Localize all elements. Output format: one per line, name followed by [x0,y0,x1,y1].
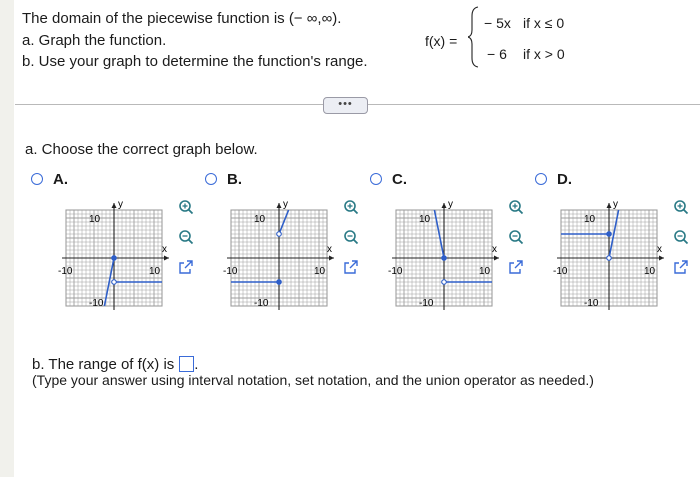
graph-tools-b [343,199,363,291]
x-axis-label: x [327,244,332,255]
zoom-out-icon[interactable] [508,229,524,245]
x-axis-label: x [162,244,167,255]
option-c-label: C. [392,171,407,188]
y-axis-label: y [448,199,453,210]
closed-endpoint [277,280,282,285]
zoom-out-icon[interactable] [673,229,689,245]
external-link-icon[interactable] [178,259,194,275]
option-d-radio[interactable] [535,173,547,185]
piece-1-expression: − 5x [484,15,511,31]
piece-1-condition: if x ≤ 0 [523,15,565,31]
y-min-tick-label: -10 [89,298,104,309]
option-d-label: D. [557,171,572,188]
y-axis-arrow [277,203,282,208]
open-endpoint [442,280,447,285]
more-button[interactable]: ••• [323,97,368,114]
part-b-prompt: b. The range of f(x) is [32,356,175,373]
open-endpoint [607,256,612,261]
x-axis-arrow [164,256,169,261]
y-axis-label: y [283,199,288,210]
closed-endpoint [112,256,117,261]
option-a-label: A. [53,171,68,188]
x-min-tick-label: -10 [223,266,238,277]
part-b-hint: (Type your answer using interval notation, set notation, and the union operator as needed.) [32,372,594,388]
y-min-tick-label: -10 [419,298,434,309]
x-min-tick-label: -10 [388,266,403,277]
zoom-in-icon[interactable] [508,199,524,215]
brace-icon [468,6,480,68]
y-axis-arrow [442,203,447,208]
graph-option-d [551,200,667,316]
x-min-tick-label: -10 [553,266,568,277]
question-part-a-text: a. Graph the function. [22,32,167,49]
x-axis-arrow [329,256,334,261]
y-max-tick-label: 10 [254,214,266,225]
closed-endpoint [607,232,612,237]
x-max-tick-label: 10 [149,266,161,277]
question-domain-text: The domain of the piecewise function is (− ∞,∞). [22,10,342,27]
x-max-tick-label: 10 [644,266,656,277]
x-axis-label: x [657,244,662,255]
option-c-radio[interactable] [370,173,382,185]
graph-option-a [56,200,172,316]
y-axis-arrow [112,203,117,208]
y-min-tick-label: -10 [584,298,599,309]
option-b-label: B. [227,171,242,188]
zoom-out-icon[interactable] [343,229,359,245]
graph-option-b [221,200,337,316]
y-max-tick-label: 10 [89,214,101,225]
part-b-suffix: . [194,356,199,373]
x-axis-label: x [492,244,497,255]
external-link-icon[interactable] [673,259,689,275]
x-min-tick-label: -10 [58,266,73,277]
x-axis-arrow [494,256,499,261]
y-axis-label: y [118,199,123,210]
graph-tools-d [673,199,693,291]
y-axis-label: y [613,199,618,210]
x-max-tick-label: 10 [479,266,491,277]
function-name: f(x) = [425,33,458,49]
y-min-tick-label: -10 [254,298,269,309]
open-endpoint [112,280,117,285]
range-answer-input[interactable] [179,356,194,372]
option-b-radio[interactable] [205,173,217,185]
zoom-in-icon[interactable] [673,199,689,215]
graph-tools-c [508,199,528,291]
external-link-icon[interactable] [343,259,359,275]
closed-endpoint [442,256,447,261]
part-a-prompt: a. Choose the correct graph below. [25,141,258,158]
piece-2-expression: − 6 [487,46,507,62]
y-max-tick-label: 10 [584,214,596,225]
y-max-tick-label: 10 [419,214,431,225]
zoom-in-icon[interactable] [178,199,194,215]
x-max-tick-label: 10 [314,266,326,277]
option-a-radio[interactable] [31,173,43,185]
x-axis-arrow [659,256,664,261]
zoom-in-icon[interactable] [343,199,359,215]
graph-option-c [386,200,502,316]
question-part-b-text: b. Use your graph to determine the function's range. [22,53,368,70]
left-margin [0,0,14,477]
piece-2-condition: if x > 0 [523,46,565,62]
open-endpoint [277,232,282,237]
external-link-icon[interactable] [508,259,524,275]
y-axis-arrow [607,203,612,208]
zoom-out-icon[interactable] [178,229,194,245]
graph-tools-a [178,199,198,291]
